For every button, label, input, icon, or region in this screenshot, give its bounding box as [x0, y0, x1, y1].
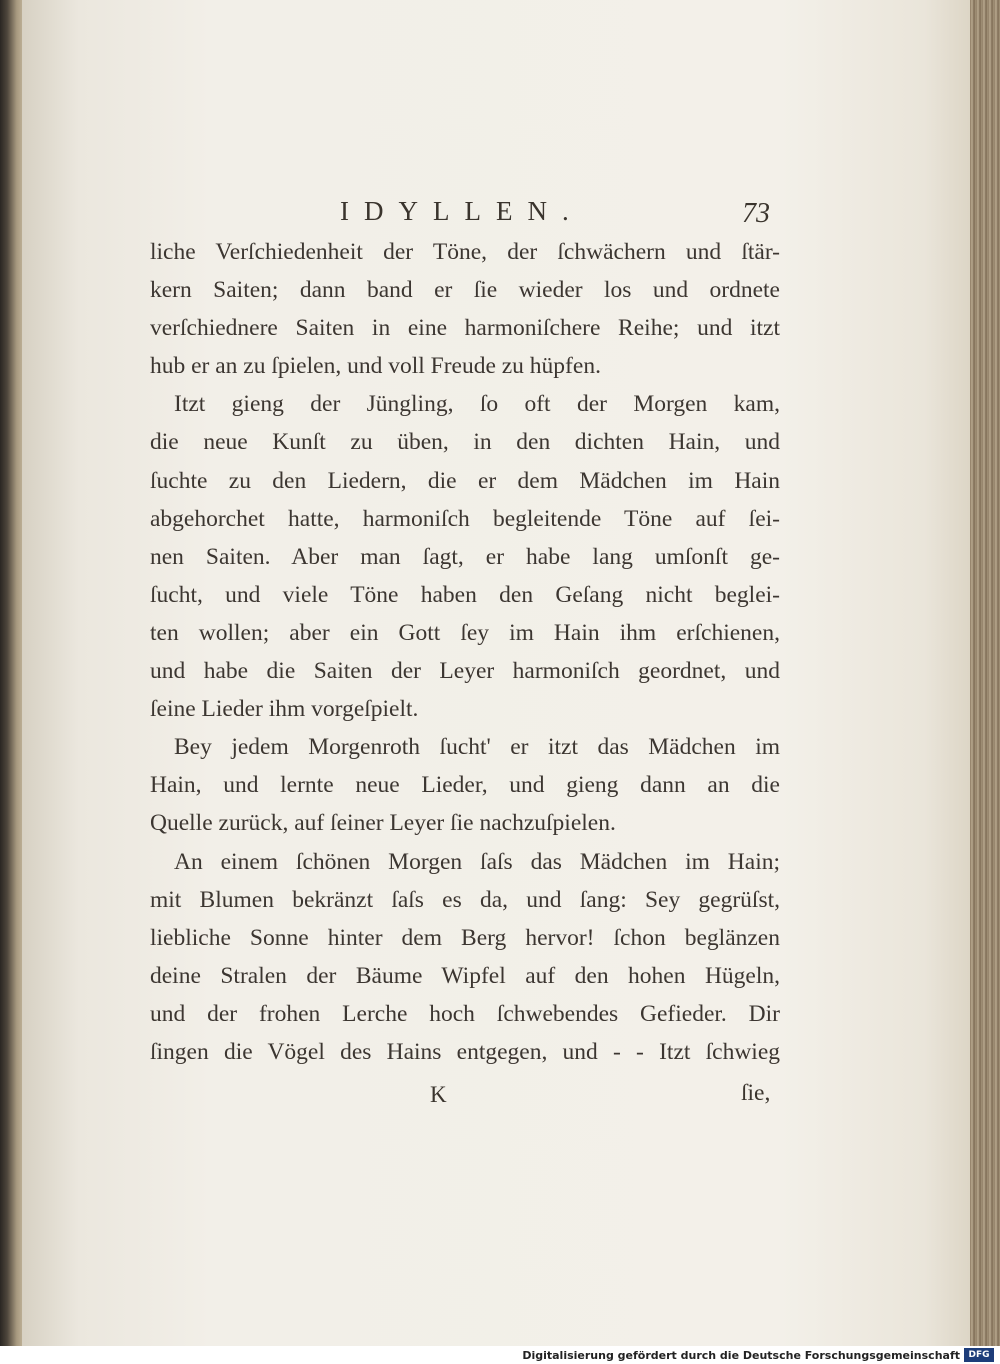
text-line: An einem ſchönen Morgen ſaſs das Mädchen im Hain;: [174, 848, 780, 875]
text-line: ten wollen; aber ein Gott ſey im Hain ihm erſchienen,: [150, 619, 780, 646]
dfg-logo: DFG: [964, 1348, 994, 1362]
text-line: verſchiednere Saiten in eine harmoniſchere Reihe; und itzt: [150, 315, 780, 342]
text-line: ſuchte zu den Liedern, die er dem Mädchen im Hain: [150, 467, 780, 494]
text-line: hub er an zu ſpielen, und voll Freude zu hüpfen.: [150, 353, 601, 380]
signature-mark: K: [430, 1082, 447, 1107]
text-line: liche Verſchiedenheit der Töne, der ſchwächern und ſtär-: [150, 239, 780, 265]
text-line: liebliche Sonne hinter dem Berg hervor! ſchon beglänzen: [150, 924, 780, 951]
text-line: ſingen die Vögel des Hains entgegen, und - - Itzt ſchwieg: [150, 1038, 780, 1065]
text-line: nen Saiten. Aber man ſagt, er habe lang umſonſt ge-: [150, 543, 780, 570]
page-number: 73: [742, 198, 770, 229]
page-stack-edge: [970, 0, 1000, 1346]
text-line: Itzt gieng der Jüngling, ſo oft der Morgen kam,: [174, 391, 780, 418]
text-line: ſeine Lieder ihm vorgeſpielt.: [150, 696, 419, 723]
digitization-credit: Digitalisierung gefördert durch die Deutsche Forschungsgemeinschaft: [522, 1349, 960, 1362]
left-page-edge: [0, 0, 24, 1346]
body-text: [150, 233, 780, 1071]
text-line: abgehorchet hatte, harmoniſch begleitende Töne auf ſei-: [150, 505, 780, 532]
text-line: deine Stralen der Bäume Wipfel auf den hohen Hügeln,: [150, 962, 780, 989]
text-line: Hain, und lernte neue Lieder, und gieng dann an die: [150, 772, 780, 799]
text-line: kern Saiten; dann band er ſie wieder los und ordnete: [150, 277, 780, 304]
text-line: mit Blumen bekränzt ſaſs es da, und ſang: Sey gegrüſst,: [150, 886, 780, 913]
text-line: Quelle zurück, auf ſeiner Leyer ſie nachzuſpielen.: [150, 810, 616, 837]
text-line: die neue Kunſt zu üben, in den dichten Hain, und: [150, 429, 780, 456]
text-line: ſucht, und viele Töne haben den Geſang nicht beglei-: [150, 581, 780, 608]
catchword: ſie,: [741, 1080, 771, 1106]
footer-bar: [0, 1346, 1000, 1364]
running-header: IDYLLEN.: [340, 196, 584, 226]
text-line: und habe die Saiten der Leyer harmoniſch geordnet, und: [150, 658, 780, 685]
text-line: Bey jedem Morgenroth ſucht' er itzt das Mädchen im: [174, 734, 780, 761]
text-line: und der frohen Lerche hoch ſchwebendes Gefieder. Dir: [150, 1000, 780, 1027]
